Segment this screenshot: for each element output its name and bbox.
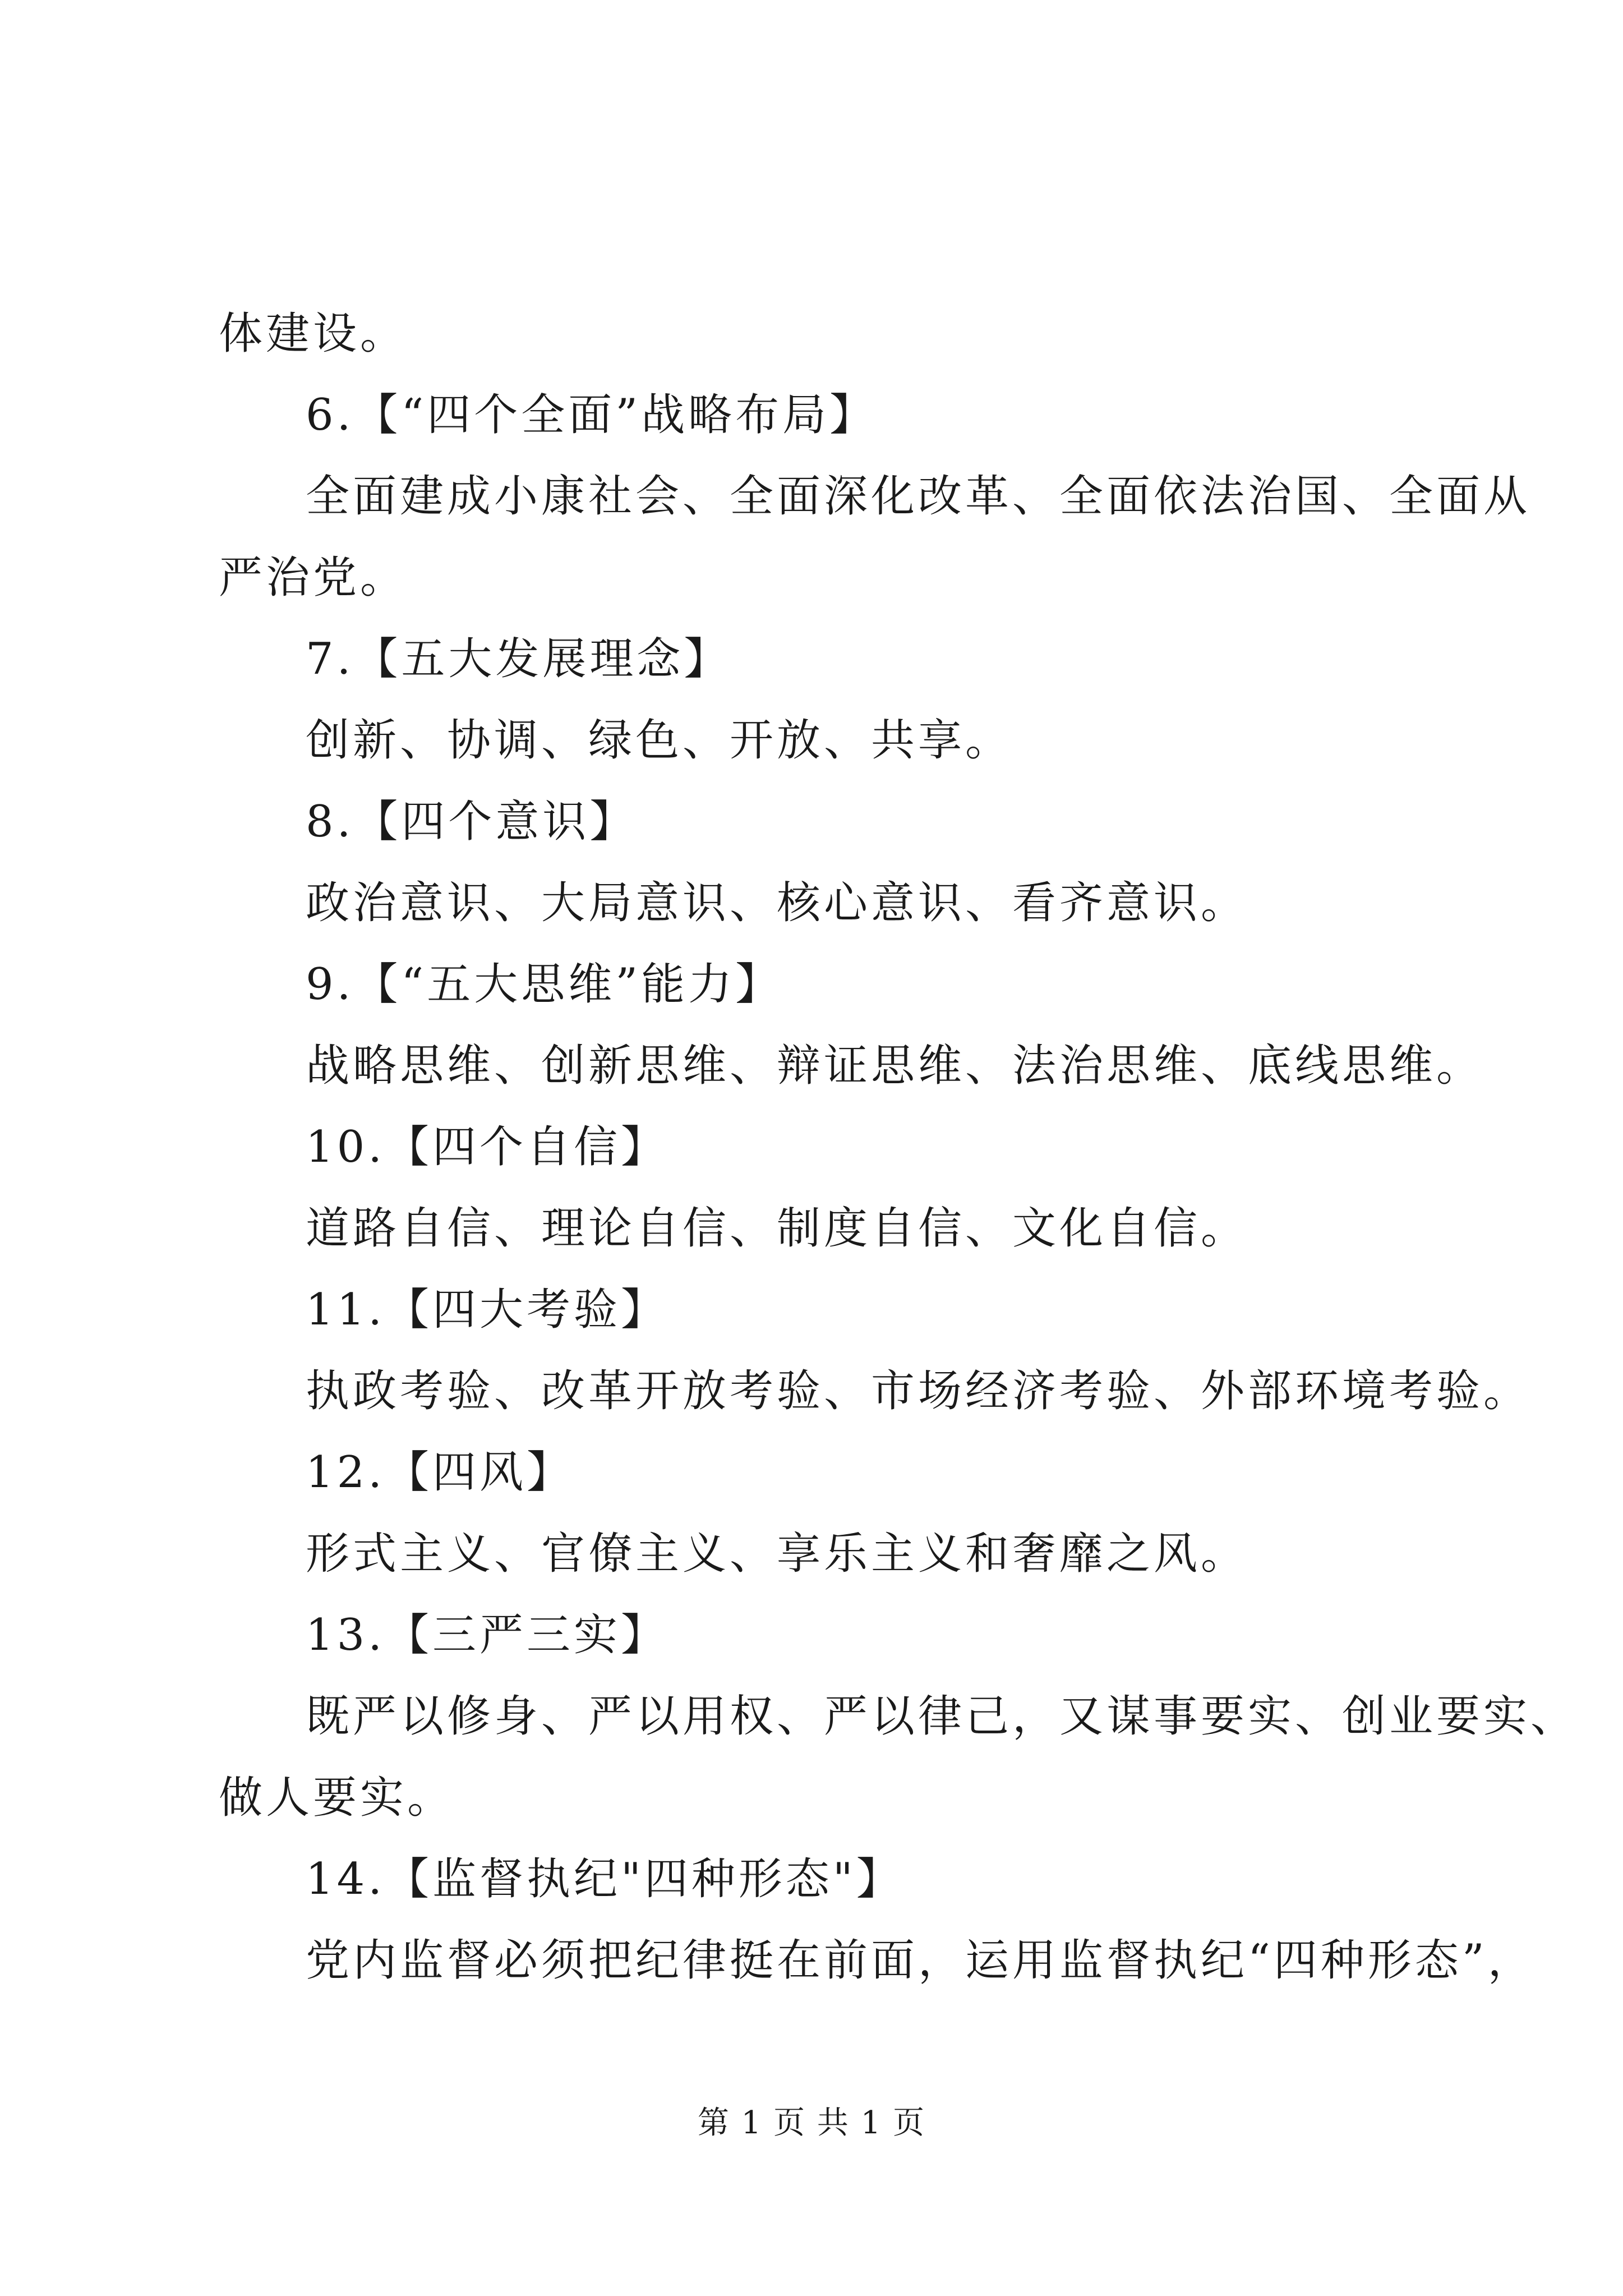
section-heading-9: 9.【“五大思维”能力】 xyxy=(306,959,783,1010)
text-line: 政治意识、大局意识、核心意识、看齐意识。 xyxy=(306,878,1248,928)
section-heading-13: 13.【三严三实】 xyxy=(306,1610,668,1660)
section-heading-7: 7.【五大发展理念】 xyxy=(306,634,731,684)
text-line: 道路自信、理论自信、制度自信、文化自信。 xyxy=(306,1203,1248,1254)
text-line: 执政考验、改革开放考验、市场经济考验、外部环境考验。 xyxy=(306,1366,1531,1416)
page-footer: 第 1 页 共 1 页 xyxy=(697,2105,926,2141)
text-line: 全面建成小康社会、全面深化改革、全面依法治国、全面从 xyxy=(306,471,1531,522)
text-line: 体建设。 xyxy=(219,309,408,359)
text-line: 战略思维、创新思维、辩证思维、法治思维、底线思维。 xyxy=(306,1041,1484,1091)
text-line: 党内监督必须把纪律挺在前面，运用监督执纪“四种形态”， xyxy=(306,1935,1535,1986)
text-line: 做人要实。 xyxy=(219,1773,455,1823)
section-heading-14: 14.【监督执纪"四种形态"】 xyxy=(306,1854,903,1904)
text-line: 既严以修身、严以用权、严以律己，又谋事要实、创业要实、 xyxy=(306,1691,1578,1742)
text-line: 形式主义、官僚主义、享乐主义和奢靡之风。 xyxy=(306,1529,1248,1579)
section-heading-10: 10.【四个自信】 xyxy=(306,1122,668,1172)
text-line: 创新、协调、绿色、开放、共享。 xyxy=(306,715,1013,766)
section-heading-6: 6.【“四个全面”战略布局】 xyxy=(306,390,877,440)
section-heading-11: 11.【四大考验】 xyxy=(306,1285,668,1335)
text-line: 严治党。 xyxy=(219,553,408,603)
section-heading-12: 12.【四风】 xyxy=(306,1447,574,1498)
section-heading-8: 8.【四个意识】 xyxy=(306,797,637,847)
